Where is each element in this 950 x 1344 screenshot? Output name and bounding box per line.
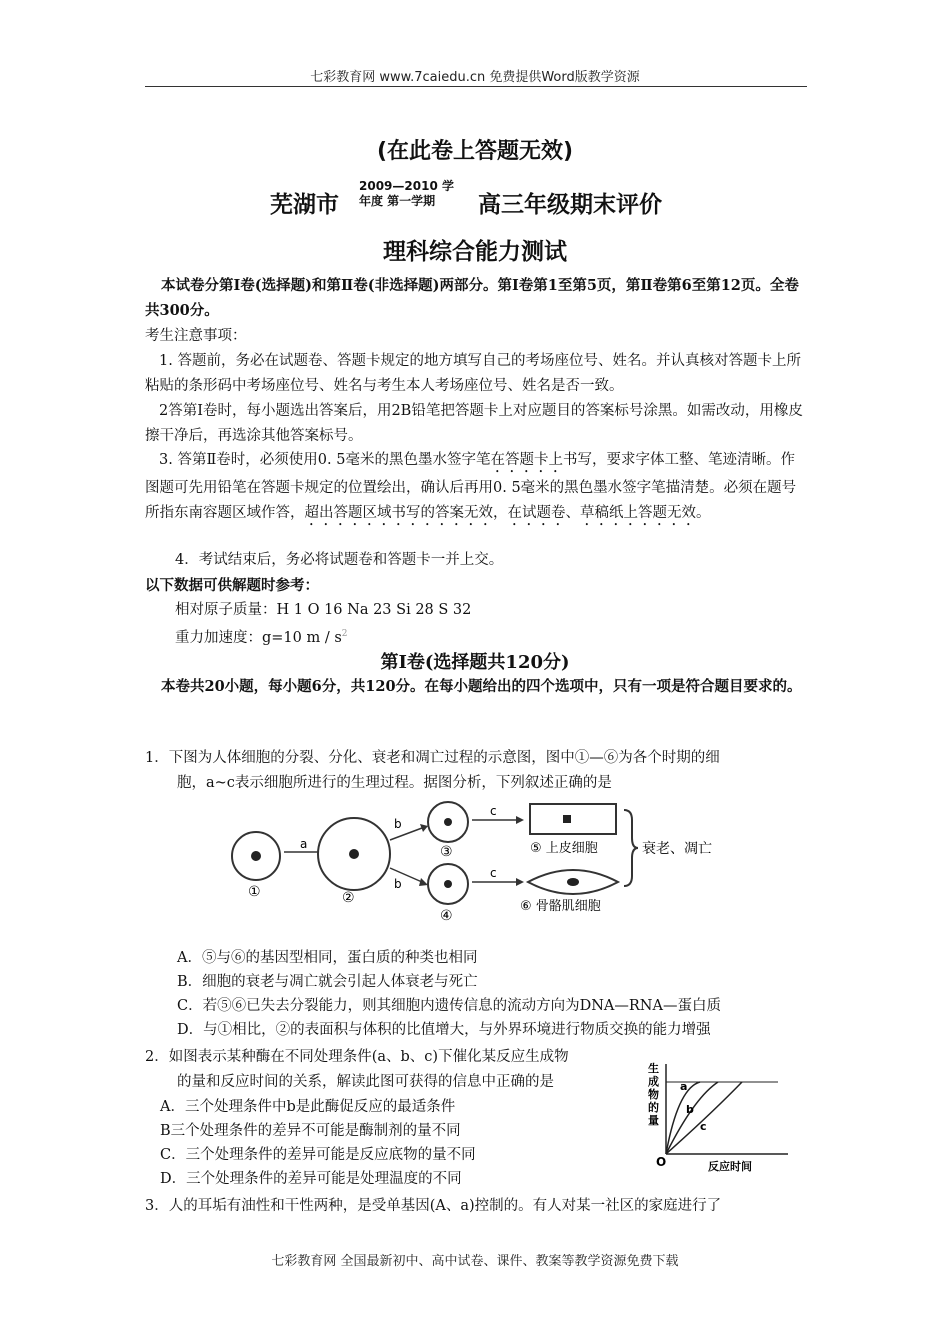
page-footer: 七彩教育网 全国最新初中、高中试卷、课件、教案等教学资源免费下载 (271, 1254, 679, 1269)
arrow-a-label: a (300, 837, 308, 851)
arrow-b-up-label: b (394, 817, 402, 831)
cell-1-label: ① (248, 884, 261, 900)
arrow-b-down-head (419, 878, 428, 886)
notice-3-a: 3. 答第Ⅱ卷时，必须使用0. 5毫米的黑色墨水签字笔 (159, 452, 491, 468)
q1-option-b: B．细胞的衰老与凋亡就会引起人体衰老与死亡 (177, 974, 478, 990)
q1-stem-line-2: 胞，a~c表示细胞所进行的生理过程。据图分析，下列叙述正确的是 (177, 775, 612, 791)
title-year-top: 2009—2010 学 (359, 179, 454, 193)
title-note: (在此卷上答题无效) (376, 139, 574, 164)
q1-stem-line-1: 1．下图为人体细胞的分裂、分化、衰老和凋亡过程的示意图，图中①—⑥为各个时期的细 (145, 750, 720, 766)
graph-ylabel-4: 的 (648, 1101, 659, 1114)
q2-options (160, 1095, 630, 1191)
arrow-b-down-label: b (394, 877, 402, 891)
q3-stem: 3．人的耳垢有油性和干性两种，是受单基因(A、a)控制的。有人对某一社区的家庭进行了 (145, 1198, 722, 1214)
cell-2-label: ② (342, 890, 355, 906)
cell-3-nucleus (444, 818, 452, 826)
notice-heading: 考生注意事项： (145, 328, 247, 344)
cell-3-label: ③ (440, 844, 453, 860)
cell-6-label: ⑥ 骨骼肌细胞 (520, 899, 601, 914)
title-city: 芜湖市 (270, 192, 339, 218)
section-1-title: 第Ⅰ卷(选择题共120分) (380, 652, 570, 673)
cell-4-nucleus (444, 880, 452, 888)
graph-ylabel-5: 量 (648, 1114, 659, 1127)
curve-b-label: b (686, 1103, 694, 1116)
cell-5-epithelial (530, 804, 616, 834)
notice-3-emphasis-2: 超出答题区域书写的答案无效 (304, 505, 493, 521)
section-1-description: 本卷共20小题，每小题6分，共120分。在每小题给出的四个选项中，只有一项是符合题目要求的。 (161, 678, 802, 695)
notice-2: 2答第Ⅰ卷时，每小题选出答案后，用2B铅笔把答题卡上对应题目的答案标号涂黑。如需改动，用橡皮擦干净后，再选涂其他答案标号。 (145, 403, 803, 444)
title-year-bottom: 年度 第一学期 (359, 194, 436, 208)
q1-option-a: A．⑤与⑥的基因型相同，蛋白质的种类也相同 (177, 950, 478, 966)
q1-cell-diagram (228, 798, 740, 924)
graph-ylabel-1: 生 (648, 1062, 659, 1075)
cell-5-nucleus (563, 815, 571, 823)
cell-5-label: ⑤ 上皮细胞 (530, 841, 598, 856)
cell-2-nucleus (349, 849, 359, 859)
q2-option-a: A．三个处理条件中b是此酶促反应的最适条件 (160, 1099, 456, 1115)
cell-4-label: ④ (440, 908, 453, 924)
arrow-c-up-head (516, 816, 524, 824)
reference-gravity (145, 622, 809, 651)
curve-c (666, 1082, 742, 1154)
notice-4: 4．考试结束后，务必将试题卷和答题卡一并上交。 (175, 552, 504, 568)
q2-stem-line-2: 的量和反应时间的关系，解读此图可获得的信息中正确的是 (177, 1074, 554, 1090)
title-subject: 理科综合能力测试 (383, 239, 567, 265)
reference-heading: 以下数据可供解题时参考： (145, 577, 319, 594)
q2-option-d: D．三个处理条件的差异可能是处理温度的不同 (160, 1171, 462, 1187)
fate-label: 衰老、凋亡 (642, 841, 712, 857)
reference-atomic-mass: 相对原子质量：H 1 O 16 Na 23 Si 28 S 32 (175, 602, 472, 618)
q2-stem-line-1: 2．如图表示某种酶在不同处理条件(a、b、c)下催化某反应生成物 (145, 1049, 569, 1065)
graph-ylabel-2: 成 (648, 1075, 659, 1088)
gravity-exponent: 2 (341, 629, 348, 639)
page-header: 七彩教育网 www.7caiedu.cn 免费提供Word版教学资源 (310, 70, 640, 85)
notice-1: 1. 答题前，务必在试题卷、答题卡规定的地方填写自己的考场座位号、姓名。并认真核对答题卡上所粘贴的条形码中考场座位号、姓名与考生本人考场座位号、姓名是否一致。 (145, 353, 801, 394)
graph-ylabel-3: 物 (648, 1088, 659, 1101)
arrow-c-down-label: c (490, 866, 497, 880)
notice-3 (145, 448, 809, 529)
title-exam: 高三年级期末评价 (478, 192, 662, 218)
curve-a-label: a (680, 1080, 688, 1093)
q1-option-d: D．与①相比，②的表面积与体积的比值增大，与外界环境进行物质交换的能力增强 (177, 1022, 711, 1038)
graph-xlabel: 反应时间 (708, 1160, 752, 1173)
title-year (359, 179, 454, 209)
notice-3-g: 。 (696, 505, 711, 521)
cell-1-nucleus (251, 851, 261, 861)
cell-6-nucleus (567, 878, 579, 886)
intro-text: 本试卷分第Ⅰ卷(选择题)和第Ⅱ卷(非选择题)两部分。第Ⅰ卷第1至第5页，第Ⅱ卷第6至第12页。全卷共300分。 (145, 277, 799, 319)
notice-3-emphasis-1: 在答题卡上 (490, 452, 563, 468)
q1-options (177, 946, 817, 1042)
q1-option-c: C．若⑤⑥已失去分裂能力，则其细胞内遗传信息的流动方向为DNA—RNA—蛋白质 (177, 998, 721, 1014)
fate-brace (624, 810, 638, 886)
notice-3-e: ， (493, 505, 508, 521)
q2-option-c: C．三个处理条件的差异可能是反应底物的量不同 (160, 1147, 476, 1163)
q2-enzyme-graph (642, 1058, 792, 1176)
q2-option-b: B三个处理条件的差异不可能是酶制剂的量不同 (160, 1123, 461, 1139)
graph-origin: O (656, 1155, 667, 1169)
gravity-text: 重力加速度：g=10 m / s (175, 629, 342, 646)
notice-3-c: 书写，要求字体工整、笔迹清晰。作图题可先用铅笔在答题卡规定的位置绘出，确认后再用0. 5毫米的黑色墨水签字笔描清楚。必须在题号所指东南容题区域作答， (145, 452, 797, 521)
header-divider (145, 86, 807, 87)
arrow-c-up-label: c (490, 804, 497, 818)
curve-b (666, 1082, 718, 1154)
arrow-c-down-head (516, 878, 524, 886)
notice-3-emphasis-3: 在试题卷、草稿纸上答题无效 (507, 505, 696, 521)
curve-c-label: c (700, 1120, 707, 1133)
